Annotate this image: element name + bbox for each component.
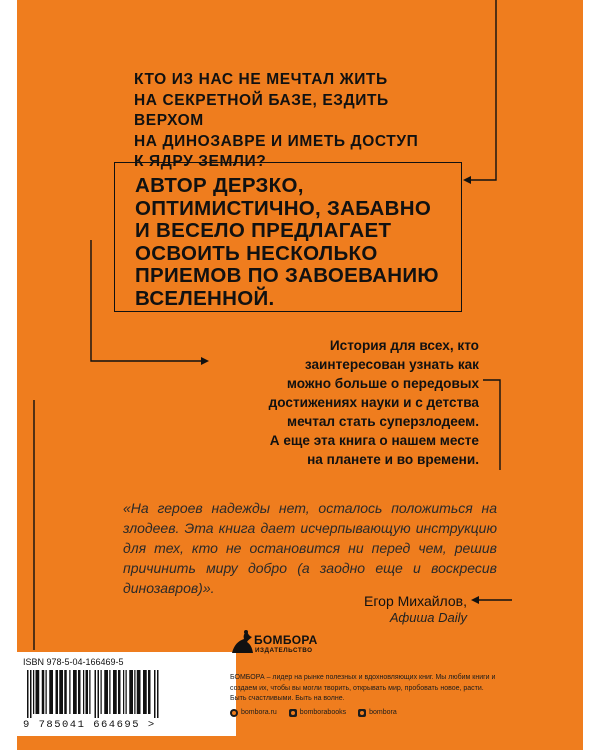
story-line: мечтал стать суперзлодеем. [287,414,479,429]
barcode-bar [98,670,100,718]
author-line: И ВЕСЕЛО ПРЕДЛАГАЕТ [135,219,392,242]
barcode-bar [101,670,102,714]
globe-icon [230,709,238,717]
social-item-site[interactable] [230,708,277,717]
barcode-bar [64,670,67,714]
story-line: История для всех, кто [329,338,479,353]
barcode-bar [113,670,117,714]
barcode-bar [95,670,97,718]
barcode-bar [123,670,124,714]
barcode-bar [36,670,40,714]
connector-line-top [465,0,496,180]
barcode-bar [73,670,77,714]
publisher-blurb: БОМБОРА – лидер на рынке полезных и вдохновляющих книг. Мы любим книги и создаем их, чтобы вы могли творить, открывать мир, пробовать новое, расти. Быть счастливыми. Быть на волне. [230,674,496,702]
instagram-icon [358,709,366,717]
author-line: АВТОР ДЕРЗКО, [135,174,304,197]
barcode-bar [46,670,47,714]
barcode-bar [78,670,81,714]
barcode-bar [49,670,53,714]
author-box [114,162,462,312]
social-item-instagram[interactable] [358,708,397,717]
barcode-bar [109,670,110,714]
social-item-vk[interactable] [289,708,346,717]
social-label: bomborabooks [299,709,347,716]
barcode-bar [86,670,89,714]
barcode-icon [23,670,229,718]
intro-line: НА СЕКРЕТНОЙ БАЗЕ, ЕЗДИТЬ ВЕРХОМ [134,91,389,129]
story-line: достижениях науки и с детства [268,395,479,410]
barcode-bar [69,670,70,714]
author-statement [135,175,455,310]
barcode-bar [59,670,63,714]
intro-line: К ЯДРУ ЗЕМЛИ? [134,153,267,170]
barcode-bar [129,670,133,714]
social-label: bombora.ru [241,709,277,716]
review-quote: «На героев надежды нет, осталось положиться на злодеев. Эта книга дает исчерпывающую инструкцию для тех, кто не остановится ни перед чем, решив причинить миру добро (а заодно еще и воскресив динозавров)». [123,500,497,596]
social-links [230,708,397,717]
barcode-bar [27,670,29,718]
quote-author: Егор Михайлов, [364,593,467,609]
intro-line: КТО ИЗ НАС НЕ МЕЧТАЛ ЖИТЬ [134,71,388,88]
back-cover [17,0,583,750]
barcode-bar [143,670,147,714]
isbn-label: ISBN 978-5-04-166469-5 [23,657,124,667]
barcode-bar [30,670,32,718]
author-line: ОПТИМИСТИЧНО, ЗАБАВНО [135,196,432,220]
barcode-bar [157,670,159,718]
vk-icon [289,709,297,717]
barcode-bar [126,670,127,714]
barcode-bar [148,670,151,714]
barcode-bar [134,670,135,714]
barcode-bar [33,670,34,714]
story-line: заинтересован узнать как [304,357,479,372]
author-line: ОСВОИТЬ НЕСКОЛЬКО [135,241,378,265]
barcode-bar [104,670,108,714]
author-line: ВСЕЛЕННОЙ. [135,286,275,310]
barcode-bar [118,670,121,714]
quote-source: Афиша Daily [389,610,467,625]
author-line: ПРИЕМОВ ПО ЗАВОЕВАНИЮ [135,264,439,287]
barcode-bar [83,670,84,714]
social-label: bombora [369,709,397,716]
barcode-bar [42,670,45,714]
barcode-digits: 9 785041 664695 > [23,719,156,731]
barcode-panel [17,652,236,736]
barcode-bar [154,670,156,718]
story-line: на планете и во времени. [307,452,479,467]
publisher-subtitle: ИЗДАТЕЛЬСТВО [255,647,313,654]
story-line: А еще эта книга о нашем месте [269,433,479,448]
publisher-brand: БОМБОРА [254,633,318,647]
barcode-bar [137,670,141,714]
intro-question [134,70,454,173]
intro-line: НА ДИНОЗАВРЕ И ИМЕТЬ ДОСТУП [134,132,419,150]
story-line: можно больше о передовых [286,376,479,391]
connector-line-story [483,380,500,463]
barcode-bar [89,670,90,714]
barcode-bar [56,670,59,714]
story-paragraph [209,336,479,469]
